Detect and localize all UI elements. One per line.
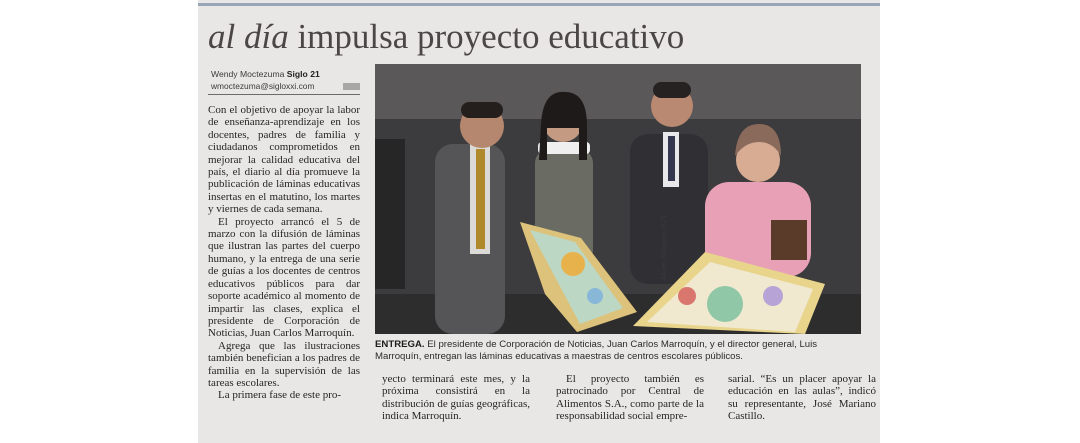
article-paragraph-1-text: Con el objetivo de apoyar la labor de enseñanza-aprendizaje en los docentes, padres de familia y ciudadanos comprometidos en mejorar la calidad educativa del país, el diario al día promueve la publicación de láminas educativas insertas en el matutino, los martes y viernes de cada semana. — [208, 104, 360, 216]
article-paragraph-1 — [208, 104, 360, 216]
caption-text: El presidente de Corporación de Noticias, Juan Carlos Marroquín, y el director general, Luis Marroquín, entregan las láminas educativas a maestras de centros escolares públicos. — [375, 339, 818, 362]
article-paragraph-4-text: La primera fase de este pro- — [218, 389, 342, 402]
photo-credit: Abner Salguero /S21 — [661, 215, 668, 280]
article-paragraph-3 — [208, 340, 360, 390]
newspaper-clipping — [198, 0, 880, 443]
byline-outlet: Siglo 21 — [286, 69, 320, 79]
byline-email: wmoctezuma@sigloxxi.com — [211, 81, 315, 91]
byline-mark — [343, 83, 360, 90]
article-column-3 — [556, 373, 704, 423]
headline-brand: al día — [208, 17, 289, 56]
top-rule — [198, 3, 880, 6]
headline — [208, 14, 684, 60]
headline-text: impulsa proyecto educativo — [297, 17, 685, 56]
byline-author: Wendy Moctezuma — [211, 69, 285, 79]
article-column-2-text: yecto terminará este mes, y la próxima consistirá en la distribución de guías geográficas, indica Marroquín. — [382, 373, 530, 423]
article-column-3-text: El proyecto también es patrocinado por Central de Alimentos S.A., como parte de la responsabilidad social empre- — [556, 373, 704, 423]
photo-caption — [375, 339, 861, 363]
news-photo-illustration — [375, 64, 861, 334]
article-paragraph-3-text: Agrega que las ilustraciones también benefician a los padres de familia en la supervisión de las tareas escolares. — [208, 339, 360, 389]
article-column-2 — [382, 373, 530, 423]
news-photo — [375, 64, 861, 334]
article-paragraph-4 — [208, 389, 360, 401]
article-column-4-text: sarial. “Es un placer apoyar la educación en las aulas”, indicó su representante, José Mariano Castillo. — [728, 373, 876, 423]
byline — [211, 69, 320, 80]
article-column-4 — [728, 373, 876, 423]
byline-rule — [208, 94, 360, 95]
article-paragraph-2-text: El proyecto arrancó el 5 de marzo con la difusión de láminas que ilustran las partes del cuerpo humano, y la entrega de una serie de guías a los docentes de centros educativos públicos para dar soporte académico al momento de impartir las clases, explica el presidente de Corporación de Noticias, Juan Carlos Marroquín. — [208, 215, 360, 340]
article-paragraph-2 — [208, 216, 360, 340]
caption-lead: ENTREGA. — [375, 339, 425, 350]
article-column-1 — [208, 104, 360, 402]
